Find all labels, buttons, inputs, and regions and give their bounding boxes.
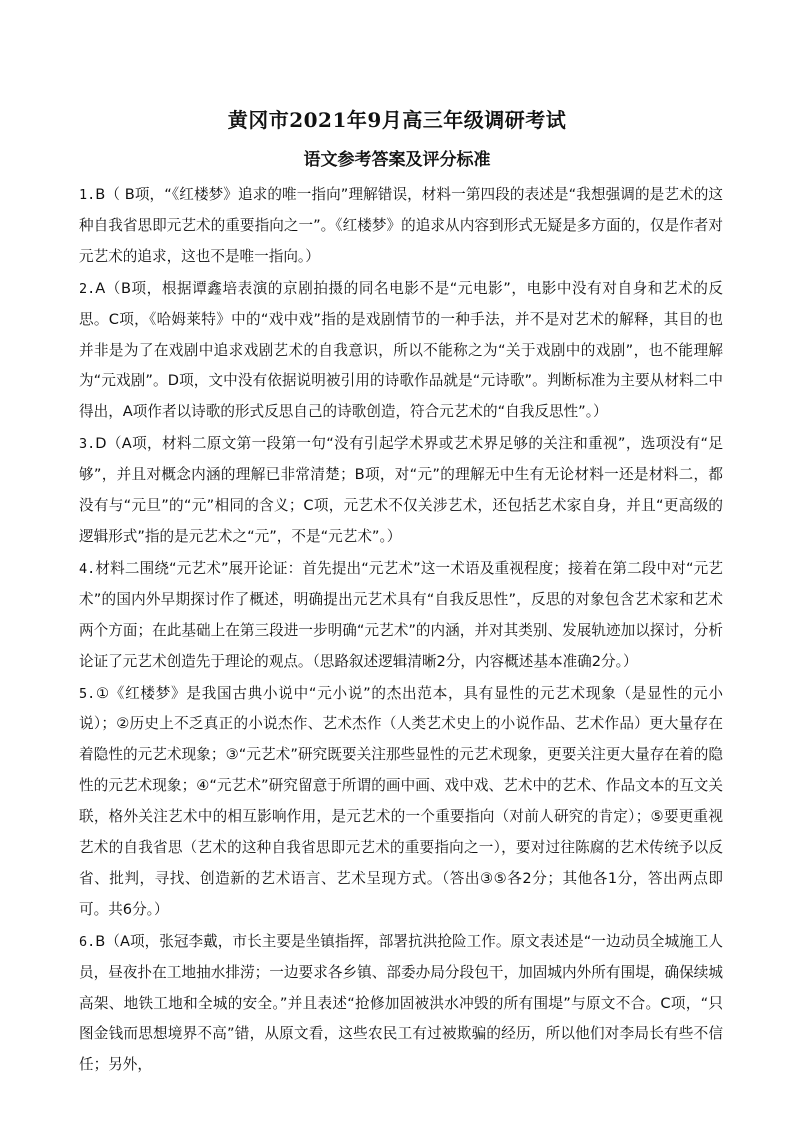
answer-item [79, 180, 723, 273]
answer-text: B（A项，张冠李戴，市长主要是坐镇指挥，部署抗洪抢险工作。原文表述是“一边动员全城施工人员，昼夜扑在工地抽水排涝；一边要求各乡镇、部委办局分段包干，加固城内外所有围堤，确保续城高架、地铁工地和全城的安全。”并且表述“抢修加固被洪水冲毁的所有围堤”与原文不合。C项，“只图金钱而思想境界不高”错，从原文看，这些农民工有过被欺骗的经历，所以他们对李局长有些不信任；另外， [79, 932, 723, 1074]
answer-item [79, 927, 723, 1082]
answer-number: 3. [79, 436, 96, 453]
answer-item [79, 274, 723, 429]
document-subtitle: 语文参考答案及评分标准 [303, 150, 491, 170]
answer-text: A（B项，根据谭鑫培表演的京剧拍摄的同名电影不是“元电影”，电影中没有对自身和艺术的反思。C项，《哈姆莱特》中的“戏中戏”指的是戏剧情节的一种手法，并不是对艺术的解释，其目的也并非是为了在戏剧中追求戏剧艺术的自我意识，所以不能称之为“关于戏剧中的戏剧”，也不能理解为“元戏剧”。D项，文中没有依据说明被引用的诗歌作品就是“元诗歌”。判断标准为主要从材料二中得出，A项作者以诗歌的形式反思自己的诗歌创造，符合元艺术的“自我反思性”。） [79, 279, 723, 421]
answer-number: 2. [79, 280, 96, 297]
answer-item [79, 679, 723, 926]
answer-text: B（ B项，“《红楼梦》追求的唯一指向”理解错误，材料一第四段的表述是“我想强调的是艺术的这种自我省思即元艺术的重要指向之一”。《红楼梦》的追求从内容到形式无疑是多方面的，仅是作者对元艺术的追求，这也不是唯一指向。） [79, 186, 723, 265]
answer-text: ①《红楼梦》是我国古典小说中“元小说”的杰出范本，具有显性的元艺术现象（是显性的元小说）；②历史上不乏真正的小说杰作、艺术杰作（人类艺术史上的小说作品、艺术作品）更大量存在着隐性的元艺术现象；③“元艺术”研究既要关注那些显性的元艺术现象，更要关注更大量存在着的隐性的元艺术现象；④“元艺术”研究留意于所谓的画中画、戏中戏、艺术中的艺术、作品文本的互文关联，格外关注艺术中的相互影响作用，是元艺术的一个重要指向（对前人研究的肯定）；⑤要更重视艺术的自我省思（艺术的这种自我省思即元艺术的重要指向之一），要对过往陈腐的艺术传统予以反省、批判，寻找、创造新的艺术语言、艺术呈现方式。（答出③⑤各2分；其他各1分，答出两点即可。共6分。） [79, 684, 723, 918]
answer-item [79, 554, 723, 678]
answer-number: 4. [79, 560, 96, 577]
answer-number: 5. [79, 685, 96, 702]
answer-number: 6. [79, 933, 96, 950]
answer-text: 材料二围绕“元艺术”展开论证：首先提出“元艺术”这一术语及重视程度；接着在第二段中对“元艺术”的国内外早期探讨作了概述，明确提出元艺术具有“自我反思性”，反思的对象包含艺术家和艺术两个方面；在此基础上在第三段进一步明确“元艺术”的内涵，并对其类别、发展轨迹加以探讨，分析论证了元艺术创造先于理论的观点。（思路叙述逻辑清晰2分，内容概述基本准确2分。） [79, 559, 723, 670]
answer-number: 1. [79, 187, 96, 203]
answer-item [79, 429, 723, 553]
answer-list [79, 180, 723, 1082]
document-title: 黄冈市2021年9月高三年级调研考试 [227, 108, 567, 132]
answer-text: D（A项，材料二原文第一段第一句“没有引起学术界或艺术界足够的关注和重视”，选项没有“足够”，并且对概念内涵的理解已非常清楚；B项，对“元”的理解无中生有无论材料一还是材料二，都没有与“元旦”的“元”相同的含义；C项，元艺术不仅关涉艺术，还包括艺术家自身，并且“更高级的逻辑形式”指的是元艺术之“元”，不是“元艺术”。） [79, 435, 723, 545]
